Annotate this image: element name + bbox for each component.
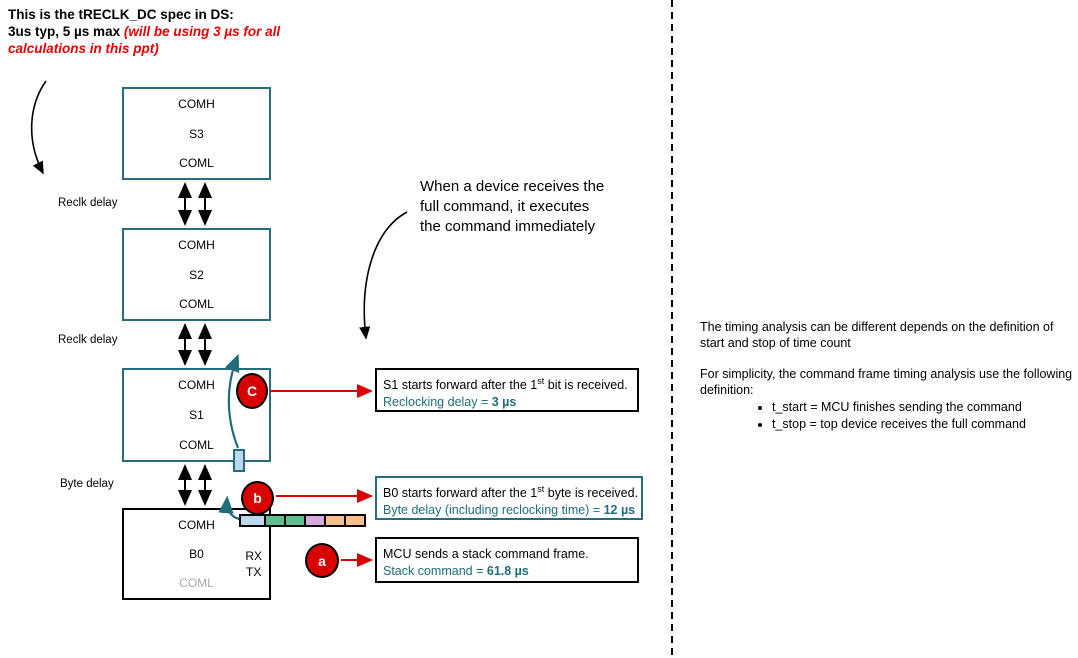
rx-tx-label xyxy=(245,548,262,580)
byte-cell xyxy=(264,514,286,527)
callout-box-reclocking xyxy=(375,368,639,412)
device-label-comh: COMH xyxy=(178,518,215,532)
device-label-comh: COMH xyxy=(178,238,215,252)
tx-label: TX xyxy=(245,565,262,579)
callout-line2: Stack command = 61.8 µs xyxy=(383,564,529,579)
byte-cell xyxy=(324,514,346,527)
device-label-name: S3 xyxy=(189,126,204,141)
reclk-arrows-s2-s1 xyxy=(185,325,205,364)
timing-bullets xyxy=(700,400,1078,432)
spec-note-arrow xyxy=(32,81,46,173)
center-note-line2: full command, it executes xyxy=(420,198,590,215)
center-note-arrow xyxy=(364,212,407,338)
reclk-bit-rect xyxy=(233,449,245,472)
byte-frame xyxy=(239,514,366,527)
reclk-delay-label-1: Reclk delay xyxy=(58,197,118,209)
device-label-coml: COML xyxy=(179,297,214,311)
callout-circle-a: a xyxy=(305,543,339,578)
callout-circle-c: C xyxy=(236,373,268,409)
byte-delay-label: Byte delay xyxy=(60,478,114,490)
byte-cell xyxy=(304,514,326,527)
spec-note-line3: calculations in this ppt) xyxy=(8,41,159,56)
center-note xyxy=(420,177,604,237)
device-label-coml: COML xyxy=(179,156,214,170)
byte-cell xyxy=(239,514,266,527)
center-note-line3: the command immediately xyxy=(420,218,596,235)
bullet-t-start: • t_start = MCU finishes sending the command xyxy=(772,400,1078,416)
device-label-name: S2 xyxy=(189,267,204,282)
timing-para1: The timing analysis can be different depends on the definition of start and stop of time count xyxy=(700,320,1054,350)
callout-line1: MCU sends a stack command frame. xyxy=(383,547,589,562)
timing-para2: For simplicity, the command frame timing analysis use the following definition: xyxy=(700,367,1073,397)
callout-box-byte-delay xyxy=(375,476,643,520)
device-label-name: B0 xyxy=(189,547,204,561)
center-note-line1: When a device receives the xyxy=(420,178,605,195)
spec-note-line2: 3us typ, 5 µs max (will be using 3 µs for all xyxy=(8,24,281,39)
rx-label: RX xyxy=(245,549,262,563)
device-label-name: S1 xyxy=(189,408,204,422)
bullet-t-stop: • t_stop = top device receives the full command xyxy=(772,417,1078,433)
device-box-s2 xyxy=(122,228,271,321)
device-label-coml: COML xyxy=(179,576,214,590)
timing-definition-panel xyxy=(700,320,1078,433)
callout-line1: B0 starts forward after the 1st byte is received. xyxy=(383,484,639,501)
callout-line2: Reclocking delay = 3 µs xyxy=(383,395,517,410)
reclk-arrows-s3-s2 xyxy=(185,184,205,224)
spec-note-line1: This is the tRECLK_DC spec in DS: xyxy=(8,7,234,22)
byte-cell xyxy=(284,514,306,527)
byte-arrows-s1-b0 xyxy=(185,466,205,504)
reclk-delay-label-2: Reclk delay xyxy=(58,334,118,346)
callout-circle-b: b xyxy=(241,481,274,515)
byte-cell xyxy=(344,514,366,527)
spec-note xyxy=(8,6,280,57)
device-box-s3 xyxy=(122,87,271,180)
device-label-coml: COML xyxy=(179,438,214,452)
callout-line1: S1 starts forward after the 1st bit is received. xyxy=(383,376,628,393)
callout-line2: Byte delay (including reclocking time) = 12 µs xyxy=(383,503,636,518)
device-label-comh: COMH xyxy=(178,378,215,392)
callout-box-stack-command xyxy=(375,537,639,583)
device-label-comh: COMH xyxy=(178,97,215,111)
